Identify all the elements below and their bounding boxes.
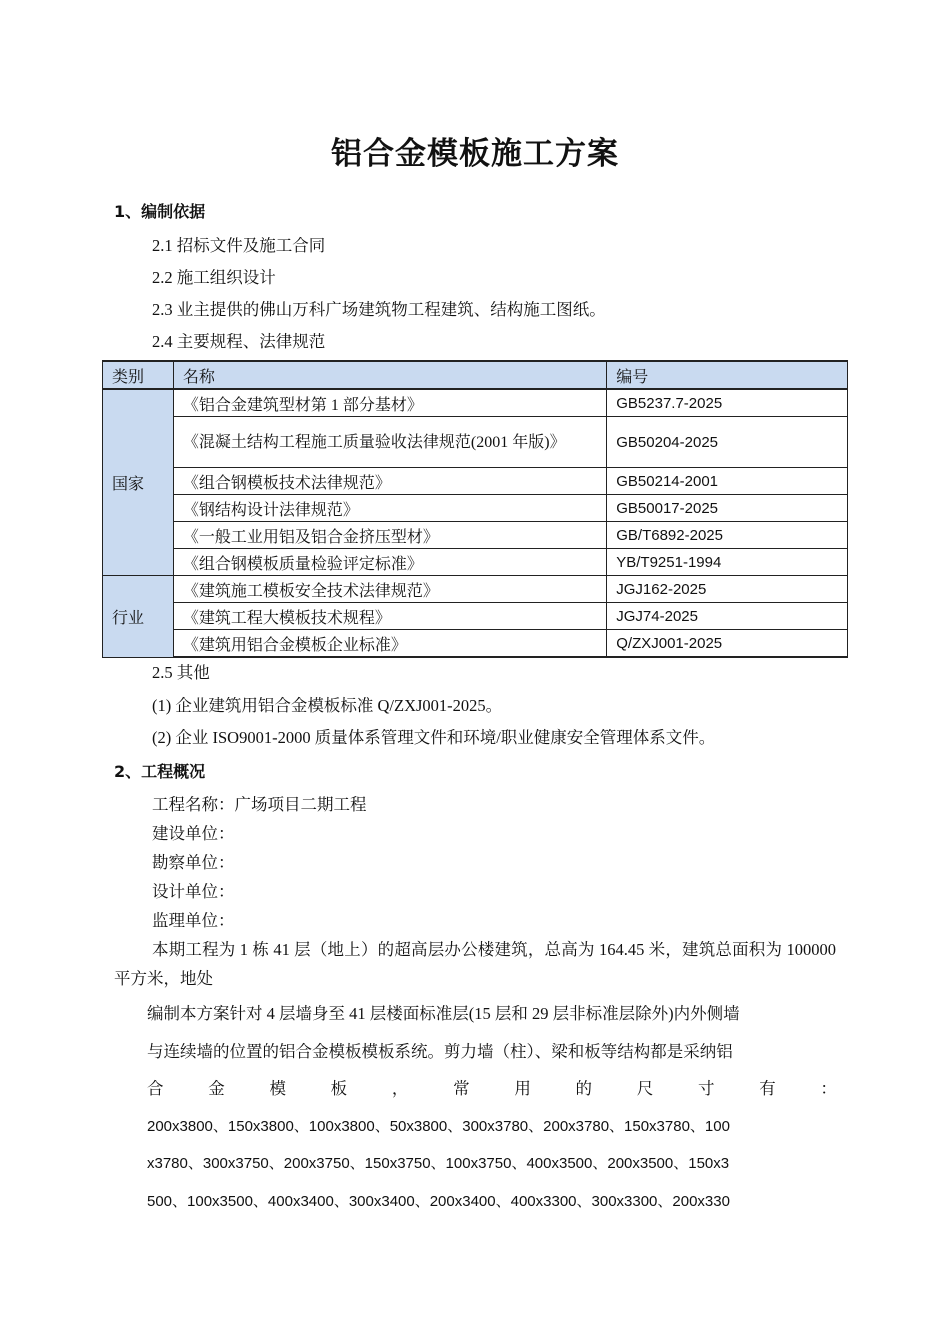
table-row xyxy=(103,603,848,630)
table-row xyxy=(103,549,848,576)
spread-char: 合 xyxy=(147,1079,164,1098)
spread-char: 常 xyxy=(453,1079,470,1098)
standard-code: Q/ZXJ001-2025 xyxy=(607,630,848,658)
standard-name: 《组合钢模板技术法律规范》 xyxy=(173,468,606,495)
standard-code: YB/T9251-1994 xyxy=(607,549,848,576)
scope-paragraph xyxy=(147,995,837,1220)
standard-name: 《混凝土结构工程施工质量验收法律规范(2001 年版)》 xyxy=(173,417,606,468)
standard-code: GB50017-2025 xyxy=(607,495,848,522)
table-row xyxy=(103,417,848,468)
project-field: 工程名称：广场项目二期工程 xyxy=(152,795,367,814)
standard-name: 《建筑用铝合金模板企业标准》 xyxy=(173,630,606,658)
spread-char: 板 xyxy=(330,1079,348,1098)
standard-name: 《建筑工程大模板技术规程》 xyxy=(173,603,606,630)
category-cell: 行业 xyxy=(103,576,174,658)
spread-char: ， xyxy=(391,1079,409,1098)
sizes-line: x3780、300x3750、200x3750、150x3750、100x3750、400x3500、200x3500、150x3 xyxy=(147,1155,730,1172)
project-field: 监理单位： xyxy=(152,911,235,930)
section-heading-basis: 1、编制依据 xyxy=(114,202,206,221)
standard-name: 《钢结构设计法律规范》 xyxy=(173,495,606,522)
table-row xyxy=(103,576,848,603)
table-row xyxy=(103,495,848,522)
scope-spread-line xyxy=(147,1070,837,1108)
section-heading-overview: 2、工程概况 xyxy=(114,762,206,781)
table-row xyxy=(103,389,848,417)
standard-name: 《铝合金建筑型材第 1 部分基材》 xyxy=(173,389,606,417)
basis-item: 2.2 施工组织设计 xyxy=(152,268,276,287)
header-name: 名称 xyxy=(173,361,606,389)
standards-table xyxy=(102,360,848,658)
header-category: 类别 xyxy=(103,361,174,389)
category-cell: 国家 xyxy=(103,389,174,576)
basis-item: 2.4 主要规程、法律规范 xyxy=(152,332,326,351)
page-title: 铝合金模板施工方案 xyxy=(331,136,619,172)
spread-char: 用 xyxy=(514,1079,531,1098)
spread-char: 模 xyxy=(269,1079,286,1098)
sizes-line: 200x3800、150x3800、100x3800、50x3800、300x3780、200x3780、150x3780、100 xyxy=(147,1117,730,1135)
standard-code: GB5237.7-2025 xyxy=(607,389,848,417)
basis-item: 2.3 业主提供的佛山万科广场建筑物工程建筑、结构施工图纸。 xyxy=(152,300,606,319)
table-row xyxy=(103,522,848,549)
table-row xyxy=(103,630,848,658)
standard-code: GB50204-2025 xyxy=(607,417,848,468)
standard-code: JGJ74-2025 xyxy=(607,603,848,630)
standard-name: 《组合钢模板质量检验评定标准》 xyxy=(173,549,606,576)
standard-code: JGJ162-2025 xyxy=(607,576,848,603)
basis-item: 2.1 招标文件及施工合同 xyxy=(152,236,326,255)
project-field: 勘察单位： xyxy=(152,853,235,872)
scope-line: 编制本方案针对 4 层墙身至 41 层楼面标准层(15 层和 29 层非标准层除外)内外侧墙 xyxy=(147,1004,740,1023)
spread-char: 的 xyxy=(575,1079,593,1098)
spread-char: 寸 xyxy=(697,1079,715,1098)
project-field: 设计单位： xyxy=(152,882,235,901)
table-row xyxy=(103,468,848,495)
standard-name: 《一般工业用铝及铝合金挤压型材》 xyxy=(173,522,606,549)
overview-paragraph: 本期工程为 1 栋 41 层（地上）的超高层办公楼建筑，总高为 164.45 米，建筑总面积为 100000 平方米，地处 xyxy=(114,940,836,988)
standard-code: GB/T6892-2025 xyxy=(607,522,848,549)
table-header-row xyxy=(103,361,848,389)
other-item: (2) 企业 ISO9001-2000 质量体系管理文件和环境/职业健康安全管理体系文件。 xyxy=(152,728,716,747)
other-label: 2.5 其他 xyxy=(152,663,210,682)
standard-code: GB50214-2001 xyxy=(607,468,848,495)
spread-char: 金 xyxy=(208,1079,225,1098)
sizes-line: 500、100x3500、400x3400、300x3400、200x3400、400x3300、300x3300、200x330 xyxy=(147,1192,730,1210)
project-field: 建设单位： xyxy=(152,824,235,843)
standard-name: 《建筑施工模板安全技术法律规范》 xyxy=(173,576,606,603)
spread-char: ： xyxy=(820,1079,837,1098)
other-item: (1) 企业建筑用铝合金模板标准 Q/ZXJ001-2025。 xyxy=(152,696,503,715)
header-code: 编号 xyxy=(607,361,848,389)
scope-line: 与连续墙的位置的铝合金模板模板系统。剪力墙（柱）、梁和板等结构都是采纳铝 xyxy=(147,1041,733,1061)
spread-char: 有 xyxy=(759,1079,776,1098)
spread-char: 尺 xyxy=(636,1079,654,1098)
